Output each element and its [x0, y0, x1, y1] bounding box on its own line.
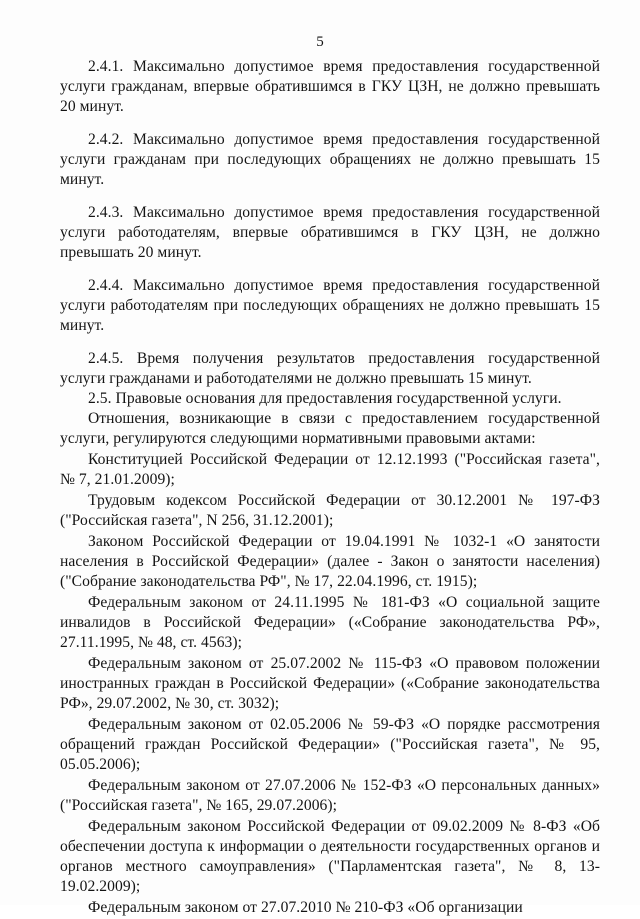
legal-act-constitution: Конституцией Российской Федерации от 12.12.1993 ("Российская газета", № 7, 21.01.2009);	[60, 451, 600, 488]
paragraph-relations: Отношения, возникающие в связи с предоставлением государственной услуги, регулируются следующими нормативными правовыми актами:	[60, 410, 600, 447]
legal-act-152-fz: Федеральным законом от 27.07.2006 № 152-ФЗ «О персональных данных» ("Российская газета", № 165, 29.07.2006);	[60, 777, 600, 814]
paragraph-2-4-3: 2.4.3. Максимально допустимое время предоставления государственной услуги работодателям, впервые обратившимся в ГКУ ЦЗН, не должно превышать 20 минут.	[60, 204, 600, 261]
legal-act-59-fz: Федеральным законом от 02.05.2006 № 59-ФЗ «О порядке рассмотрения обращений граждан Российской Федерации» ("Российская газета", № 95, 05.05.2006);	[60, 716, 600, 773]
legal-act-8-fz: Федеральным законом Российской Федерации от 09.02.2009 № 8-ФЗ «Об обеспечении доступа к информации о деятельности государственных органов и органов местного самоуправления» ("Парламентская газета", № 8, 13-19.02.2009);	[60, 818, 600, 895]
legal-act-employment-law: Законом Российской Федерации от 19.04.1991 № 1032-1 «О занятости населения в Российской Федерации» (далее - Закон о занятости населения) ("Собрание законодательства РФ", № 17, 22.04.1996, ст. 1915);	[60, 533, 600, 590]
paragraph-2-4-4: 2.4.4. Максимально допустимое время предоставления государственной услуги работодателям при последующих обращениях не должно превышать 15 минут.	[60, 277, 600, 334]
legal-act-181-fz: Федеральным законом от 24.11.1995 № 181-ФЗ «О социальной защите инвалидов в Российской Федерации» («Собрание законодательства РФ», 27.11.1995, № 48, ст. 4563);	[60, 594, 600, 651]
document-body	[60, 57, 600, 919]
legal-act-labor-code: Трудовым кодексом Российской Федерации от 30.12.2001 № 197-ФЗ ("Российская газета", N 256, 31.12.2001);	[60, 492, 600, 529]
paragraph-2-4-2: 2.4.2. Максимально допустимое время предоставления государственной услуги гражданам при последующих обращениях не должно превышать 15 минут.	[60, 131, 600, 188]
legal-act-115-fz: Федеральным законом от 25.07.2002 № 115-ФЗ «О правовом положении иностранных граждан в Российской Федерации» («Собрание законодательства РФ», 29.07.2002, № 30, ст. 3032);	[60, 655, 600, 712]
paragraph-2-4-1: 2.4.1. Максимально допустимое время предоставления государственной услуги гражданам, впервые обратившимся в ГКУ ЦЗН, не должно превышать 20 минут.	[60, 58, 600, 115]
paragraph-2-4-5: 2.4.5. Время получения результатов предоставления государственной услуги гражданами и работодателями не должно превышать 15 минут.	[60, 350, 600, 387]
legal-act-210-fz: Федеральным законом от 27.07.2010 № 210-ФЗ «Об организации	[88, 899, 523, 916]
paragraph-2-5: 2.5. Правовые основания для предоставления государственной услуги.	[88, 390, 562, 407]
page-number: 5	[316, 34, 324, 50]
